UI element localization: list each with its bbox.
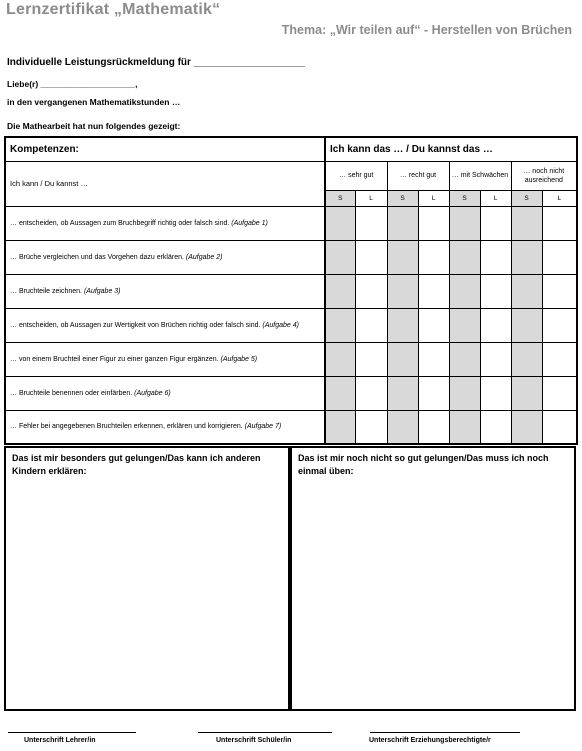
- reflection-practice-box[interactable]: [290, 446, 576, 711]
- competence-text: [5, 206, 325, 240]
- salutation-line: Liebe(r) ____________________,: [7, 79, 138, 89]
- teacher-col-label: L: [418, 190, 449, 206]
- competence-row: [5, 274, 577, 308]
- student-rating-cell[interactable]: [449, 206, 480, 240]
- level-quite-good: … recht gut: [387, 161, 449, 190]
- recent-lessons-line: in den vergangenen Mathematikstunden …: [7, 97, 181, 107]
- teacher-signature-label: Unterschrift Lehrer/in: [24, 737, 96, 744]
- student-rating-cell[interactable]: [387, 376, 418, 410]
- student-rating-cell[interactable]: [387, 206, 418, 240]
- teacher-rating-cell[interactable]: [480, 206, 511, 240]
- competence-description: … Bruchteile zeichnen.: [10, 287, 82, 295]
- student-rating-cell[interactable]: [449, 376, 480, 410]
- teacher-rating-cell[interactable]: [542, 342, 577, 376]
- teacher-rating-cell[interactable]: [418, 308, 449, 342]
- competence-row: [5, 342, 577, 376]
- teacher-rating-cell[interactable]: [480, 240, 511, 274]
- teacher-rating-cell[interactable]: [480, 376, 511, 410]
- task-reference: (Aufgabe 2): [185, 253, 223, 261]
- student-col-label: S: [325, 190, 355, 206]
- teacher-rating-cell[interactable]: [355, 274, 387, 308]
- task-reference: (Aufgabe 3): [83, 287, 121, 295]
- student-rating-cell[interactable]: [511, 342, 542, 376]
- student-rating-cell[interactable]: [511, 274, 542, 308]
- student-col-label: S: [387, 190, 418, 206]
- teacher-rating-cell[interactable]: [355, 240, 387, 274]
- student-rating-cell[interactable]: [449, 410, 480, 444]
- task-reference: (Aufgabe 5): [220, 355, 258, 363]
- teacher-rating-cell[interactable]: [542, 376, 577, 410]
- teacher-rating-cell[interactable]: [418, 240, 449, 274]
- student-rating-cell[interactable]: [325, 206, 355, 240]
- competence-description: … von einem Bruchteil einer Figur zu einer ganzen Figur ergänzen.: [10, 355, 219, 363]
- competence-row: [5, 410, 577, 444]
- competence-row: [5, 308, 577, 342]
- student-rating-cell[interactable]: [511, 240, 542, 274]
- teacher-rating-cell[interactable]: [355, 410, 387, 444]
- student-col-label: S: [511, 190, 542, 206]
- student-signature-label: Unterschrift Schüler/in: [216, 737, 292, 744]
- student-rating-cell[interactable]: [325, 240, 355, 274]
- level-not-yet-sufficient: … noch nicht ausreichend: [511, 161, 577, 190]
- document-theme: Thema: „Wir teilen auf“ - Herstellen von Brüchen: [281, 23, 572, 37]
- competence-text: [5, 308, 325, 342]
- student-col-label: S: [449, 190, 480, 206]
- competence-row: [5, 240, 577, 274]
- competence-description: … Bruchteile benennen oder einfärben.: [10, 389, 133, 397]
- student-rating-cell[interactable]: [387, 410, 418, 444]
- task-reference: (Aufgabe 1): [231, 219, 268, 227]
- competence-description: … Fehler bei angegebenen Bruchteilen erkennen, erklären und korrigieren.: [10, 423, 243, 431]
- test-shown-line: Die Mathearbeit hat nun folgendes gezeigt:: [7, 121, 181, 131]
- competence-row: [5, 376, 577, 410]
- teacher-signature-line[interactable]: [8, 732, 136, 733]
- teacher-rating-cell[interactable]: [480, 342, 511, 376]
- rating-header: Ich kann das … / Du kannst das …: [325, 137, 577, 161]
- student-rating-cell[interactable]: [449, 308, 480, 342]
- task-reference: (Aufgabe 6): [134, 389, 171, 397]
- feedback-for-line: Individuelle Leistungsrückmeldung für ____________________: [7, 57, 305, 68]
- student-rating-cell[interactable]: [449, 240, 480, 274]
- student-rating-cell[interactable]: [511, 206, 542, 240]
- competence-table: [4, 136, 578, 445]
- reflection-good-label: Das ist mir besonders gut gelungen/Das kann ich anderen Kindern erklären:: [12, 453, 261, 476]
- competence-text: [5, 274, 325, 308]
- teacher-rating-cell[interactable]: [418, 206, 449, 240]
- competence-text: [5, 376, 325, 410]
- student-rating-cell[interactable]: [325, 410, 355, 444]
- teacher-rating-cell[interactable]: [542, 274, 577, 308]
- teacher-rating-cell[interactable]: [480, 308, 511, 342]
- student-rating-cell[interactable]: [449, 274, 480, 308]
- teacher-rating-cell[interactable]: [542, 410, 577, 444]
- student-rating-cell[interactable]: [387, 308, 418, 342]
- reflection-practice-label: Das ist mir noch nicht so gut gelungen/Das muss ich noch einmal üben:: [298, 453, 549, 476]
- teacher-col-label: L: [542, 190, 577, 206]
- teacher-rating-cell[interactable]: [418, 342, 449, 376]
- teacher-rating-cell[interactable]: [418, 274, 449, 308]
- student-rating-cell[interactable]: [325, 274, 355, 308]
- task-reference: (Aufgabe 4): [262, 321, 299, 329]
- level-very-good: … sehr gut: [325, 161, 387, 190]
- teacher-rating-cell[interactable]: [355, 308, 387, 342]
- teacher-rating-cell[interactable]: [355, 342, 387, 376]
- student-rating-cell[interactable]: [387, 342, 418, 376]
- teacher-rating-cell[interactable]: [355, 206, 387, 240]
- competence-text: [5, 410, 325, 444]
- competence-description: … entscheiden, ob Aussagen zum Bruchbegriff richtig oder falsch sind.: [10, 219, 230, 227]
- student-rating-cell[interactable]: [325, 308, 355, 342]
- teacher-col-label: L: [355, 190, 387, 206]
- teacher-rating-cell[interactable]: [542, 206, 577, 240]
- competence-row: [5, 206, 577, 240]
- student-rating-cell[interactable]: [387, 274, 418, 308]
- competences-header: Kompetenzen:: [5, 137, 325, 161]
- i-can-label: Ich kann / Du kannst …: [5, 161, 325, 206]
- teacher-rating-cell[interactable]: [418, 410, 449, 444]
- task-reference: (Aufgabe 7): [244, 423, 282, 431]
- teacher-col-label: L: [480, 190, 511, 206]
- reflection-good-box[interactable]: [4, 446, 290, 711]
- student-rating-cell[interactable]: [325, 376, 355, 410]
- student-rating-cell[interactable]: [511, 308, 542, 342]
- teacher-rating-cell[interactable]: [542, 308, 577, 342]
- guardian-signature-line[interactable]: [370, 732, 520, 733]
- teacher-rating-cell[interactable]: [480, 274, 511, 308]
- student-rating-cell[interactable]: [449, 342, 480, 376]
- teacher-rating-cell[interactable]: [418, 376, 449, 410]
- document-title: Lernzertifikat „Mathematik“: [6, 1, 221, 18]
- competence-description: … Brüche vergleichen und das Vorgehen dazu erklären.: [10, 253, 184, 261]
- student-rating-cell[interactable]: [511, 376, 542, 410]
- teacher-rating-cell[interactable]: [542, 240, 577, 274]
- competence-text: [5, 342, 325, 376]
- competence-description: … entscheiden, ob Aussagen zur Wertigkeit von Brüchen richtig oder falsch sind.: [10, 321, 261, 329]
- student-rating-cell[interactable]: [325, 342, 355, 376]
- competence-rows: [5, 206, 577, 444]
- teacher-rating-cell[interactable]: [355, 376, 387, 410]
- student-rating-cell[interactable]: [511, 410, 542, 444]
- student-rating-cell[interactable]: [387, 240, 418, 274]
- guardian-signature-label: Unterschrift Erziehungsberechtigte/r: [369, 737, 491, 744]
- student-signature-line[interactable]: [198, 732, 332, 733]
- teacher-rating-cell[interactable]: [480, 410, 511, 444]
- competence-text: [5, 240, 325, 274]
- level-with-weaknesses: … mit Schwächen: [449, 161, 511, 190]
